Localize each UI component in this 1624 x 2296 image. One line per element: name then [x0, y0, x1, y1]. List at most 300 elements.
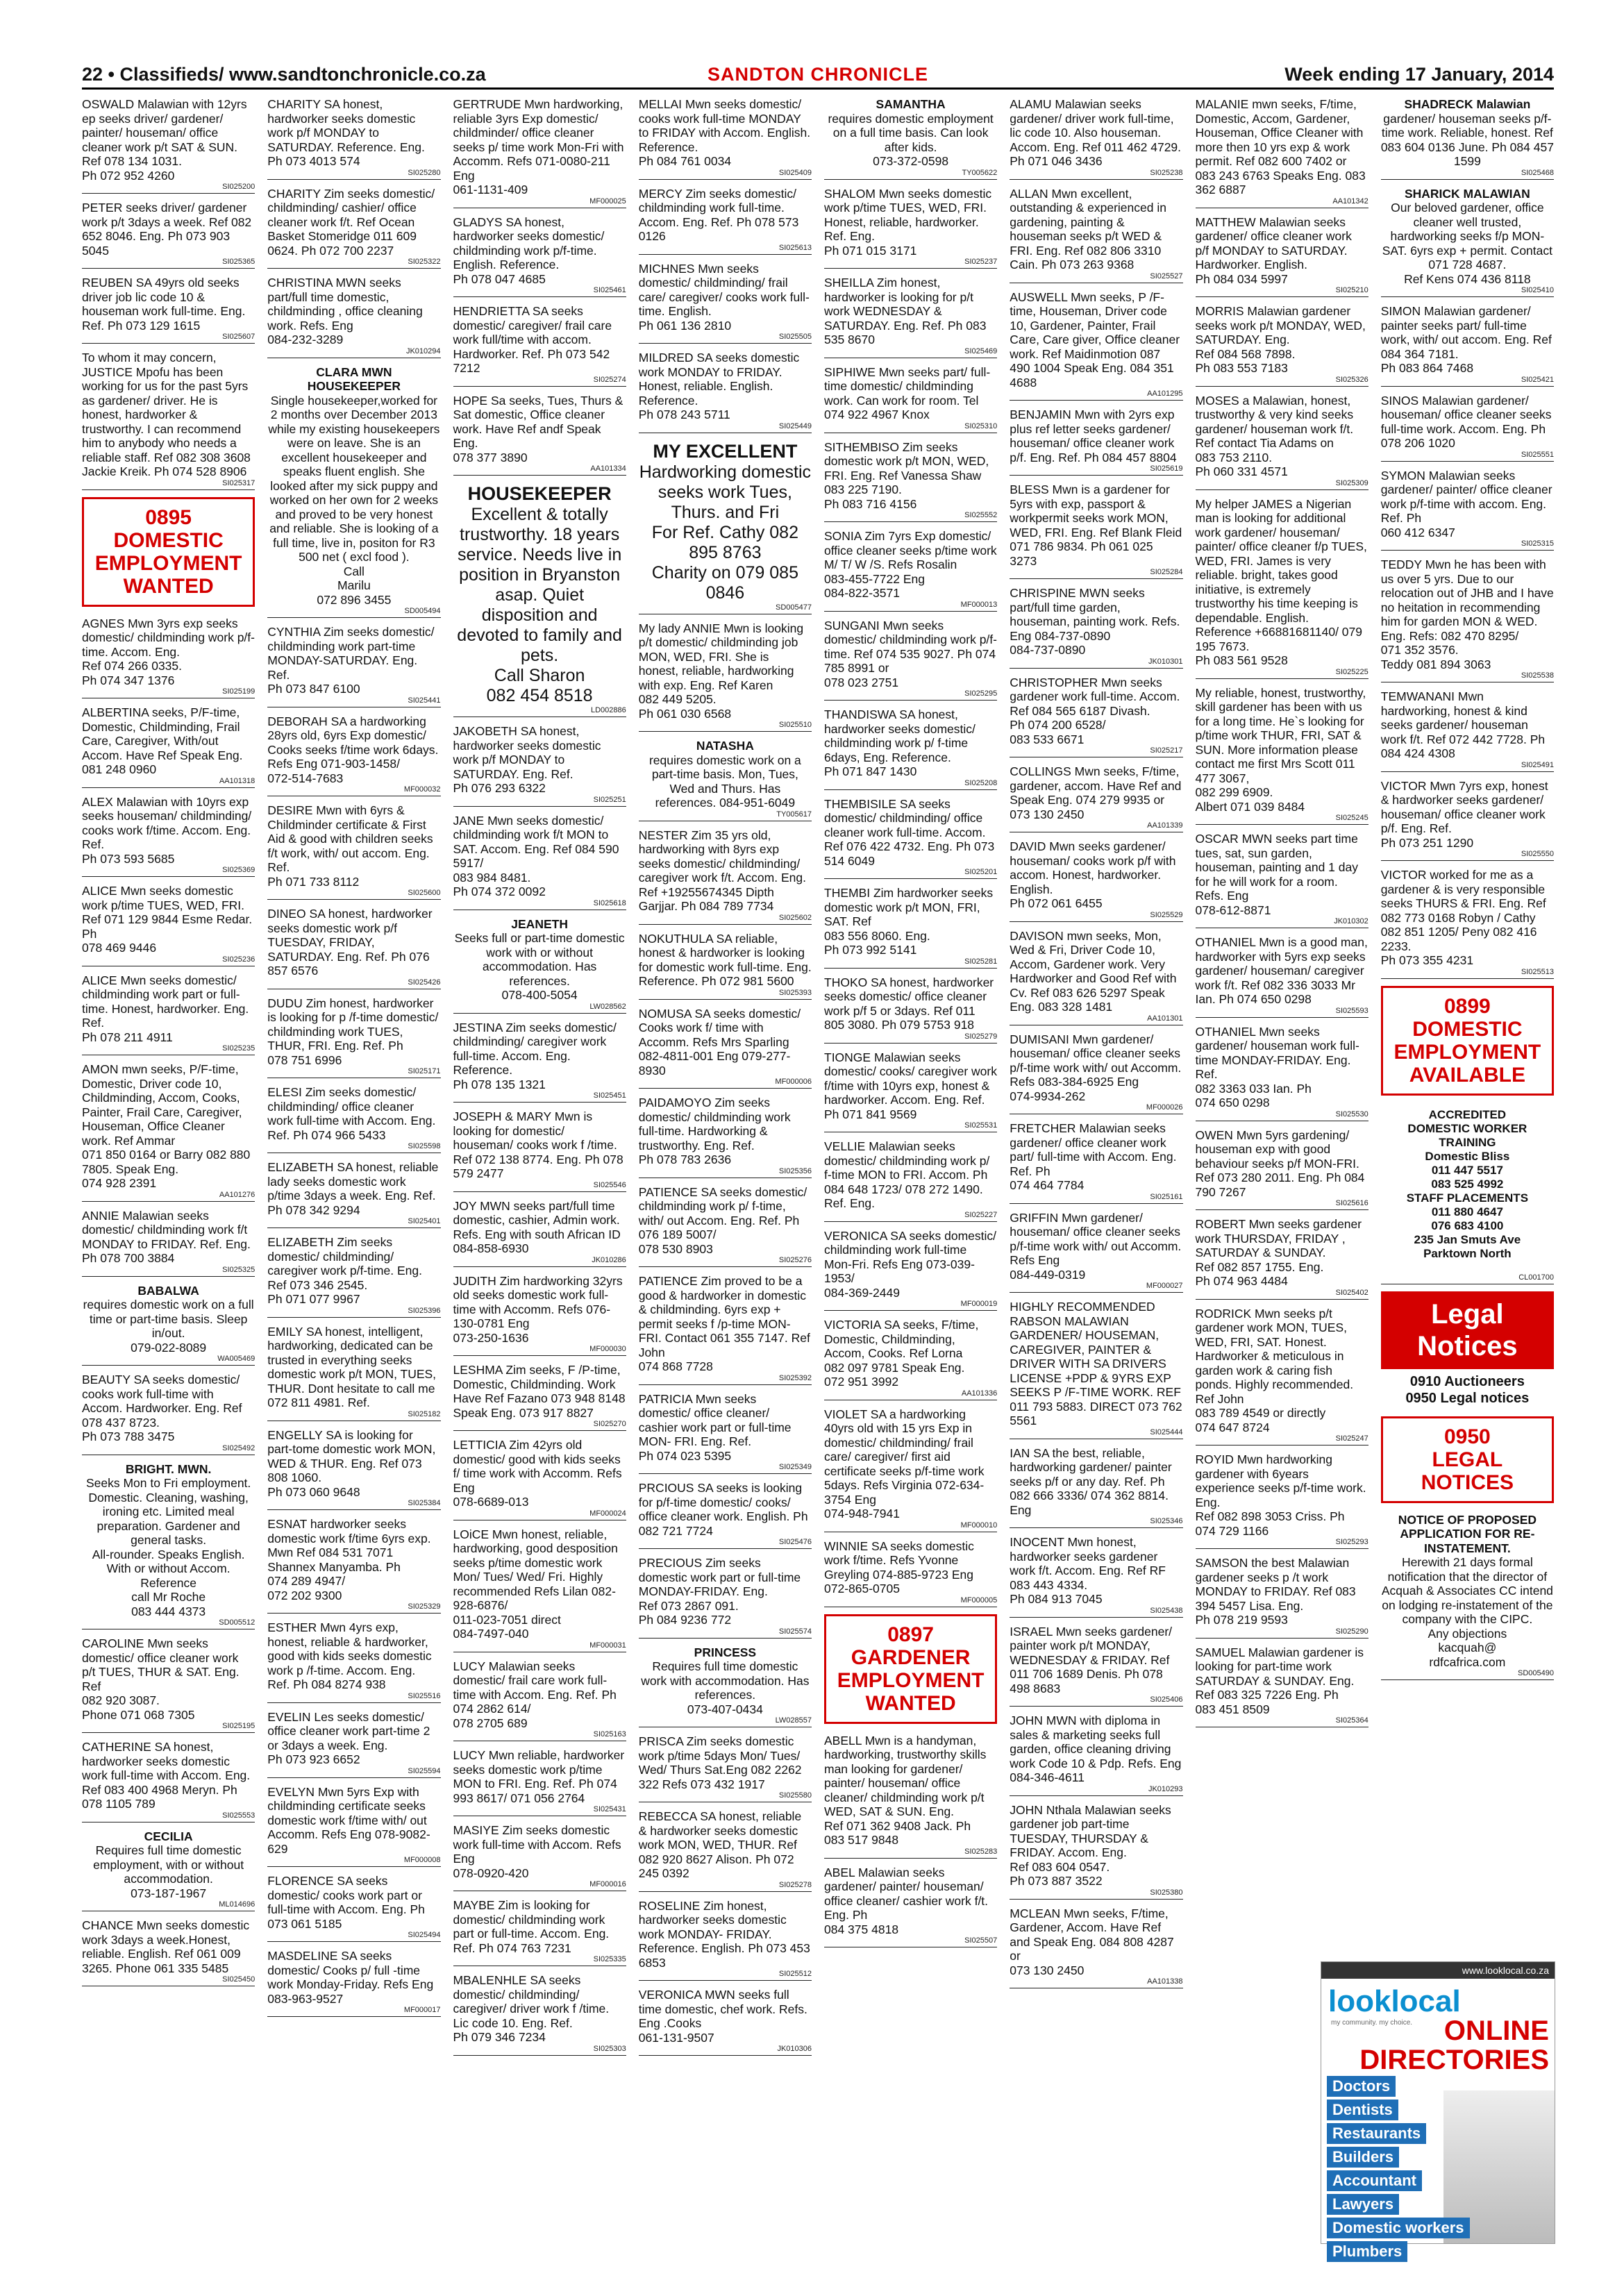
classified-ad: [639, 440, 812, 614]
ad-reference: MF000006: [775, 1078, 812, 1086]
ad-text: OTHANIEL Mwn seeks gardener/ houseman work full-time MONDAY-FRIDAY. Eng. Ref. 082 3363 033 Ian. Ph 074 650 0298: [1195, 1024, 1359, 1109]
ad-text: AUSWELL Mwn seeks, P /F-time, Houseman, Driver code 10, Gardener, Painter, Frail Care, Care giver, Office cleaner work. Ref Maidinmotion 087 490 1004 Speak Eng. 084 351 4688: [1010, 290, 1180, 389]
ad-reference: SI025468: [1521, 168, 1554, 177]
classified-ad: [82, 1636, 255, 1733]
ad-reference: SI025491: [1521, 760, 1554, 769]
issue-date: Week ending 17 January, 2014: [1284, 64, 1554, 85]
ad-reference: SI025227: [964, 1210, 998, 1219]
ad-reference: SI025356: [778, 1166, 812, 1175]
ad-text: MICHNES Mwn seeks domestic/ childminding/ frail care/ caregiver/ cooks work full-time. English. Ph 061 136 2810: [638, 261, 810, 333]
ad-reference: SI025469: [964, 346, 998, 355]
ad-text: MATTHEW Malawian seeks gardener/ office cleaner work p/f MONDAY to SATURDAY. Hardworker. English. Ph 084 034 5997: [1195, 215, 1352, 286]
ad-title: SAMANTHA: [876, 97, 946, 111]
classified-ad: [267, 1710, 440, 1778]
classified-ad: [453, 1659, 626, 1742]
ad-text: CHARITY Zim seeks domestic/ childminding/ cashier/ office cleaner work f/t. Ref Ocean Basket Stomeridge 011 609 0624. Ph 072 700 2237: [267, 186, 435, 258]
ad-reference: SI025516: [408, 1691, 441, 1700]
ad-reference: SI025444: [1150, 1427, 1183, 1436]
ad-reference: SI025303: [593, 2044, 626, 2053]
ad-text: MERCY Zim seeks domestic/ childminding work full-time. Accom. Eng. Ref. Ph 078 573 0126: [638, 186, 799, 243]
notice-category-list: 0910 Auctioneers 0950 Legal notices: [1405, 1373, 1530, 1406]
classified-ad: [1010, 1803, 1182, 1900]
ad-reference: SI025309: [1335, 478, 1368, 487]
classified-ad: [639, 97, 812, 180]
classified-ad: [453, 1274, 626, 1357]
ad-text: BLESS Mwn is a gardener for 5yrs with exp, passport & workpermit seeks work MON, WED, FRI. Eng. Ref Blank Fleid 071 786 9834. Ph 061 025 3273: [1010, 483, 1182, 568]
classified-ad: [1196, 1025, 1368, 1121]
ad-text: NOKUTHULA SA reliable, honest & hardworker is looking for domestic work full-time. Eng. Reference. Ph 072 981 5600: [638, 931, 812, 988]
ad-reference: SI025594: [408, 1766, 441, 1775]
classified-ad: [1010, 408, 1182, 476]
ad-text: RODRICK Mwn seeks p/t gardener work MON, TUES, WED, FRI, SAT. Honest. Hardworker & meticulous in garden work & caring fish ponds. Highly recommended. Ref John 083 789 4549 or directly 074 647 8724: [1195, 1306, 1354, 1434]
ad-text: REUBEN SA 49yrs old seeks driver job lic code 10 & houseman work full-time. Eng. Ref. Ph 073 129 1615: [82, 276, 246, 333]
classified-ad: [1010, 1446, 1182, 1529]
classified-ad: [267, 625, 440, 707]
ad-reference: LW028562: [589, 1002, 626, 1011]
classified-ad: [1381, 1513, 1554, 1681]
ad-text: SINOS Malawian gardener/ houseman/ office cleaner seeks full-time work. Accom. Eng. Ph 078 206 1020: [1380, 393, 1552, 450]
ad-text: SAMUEL Malawian gardener is looking for part-time work SATURDAY & SUNDAY. Eng. Ref 083 325 7226 Eng. Ph 083 451 8509: [1195, 1645, 1364, 1716]
ad-text: MASDELINE SA seeks domestic/ Cooks p/ full -time work Monday-Friday. Refs Eng 083-963-9527: [267, 1949, 434, 2006]
ad-reference: SI025322: [408, 258, 441, 266]
ad-reference: SI025396: [408, 1306, 441, 1315]
classified-ad: [639, 1899, 812, 1981]
ad-reference: SI025278: [778, 1880, 812, 1889]
ad-reference: SI025546: [593, 1180, 626, 1189]
ad-text: AGNES Mwn 3yrs exp seeks domestic/ childminding work p/f-time. Accom. Eng. Ref 074 266 0335. Ph 074 347 1376: [82, 616, 255, 687]
ad-text: SYMON Malawian seeks gardener/ painter/ office cleaner work p/f-time with accom. Eng. Ref. Ph 060 412 6347: [1380, 468, 1552, 539]
ad-text: COLLINGS Mwn seeks, F/time, gardener, accom. Have Ref and Speak Eng. 074 279 9935 or 073 130 2450: [1010, 764, 1182, 821]
section-heading: 0897 GARDENER EMPLOYMENT WANTED: [824, 1614, 997, 1724]
classified-ad: [82, 617, 255, 699]
ad-text: EVELYN Mwn 5yrs Exp with childminding certificate seeks domestic work f/time with/ out Accomm. Refs Eng 078-9082-629: [267, 1784, 430, 1856]
ad-reference: SI025217: [1150, 746, 1183, 755]
ad-reference: MF000016: [589, 1880, 626, 1888]
ad-title: SHARICK MALAWIAN: [1404, 186, 1530, 201]
classified-ad: [824, 187, 997, 269]
ad-text: SHALOM Mwn seeks domestic work p/time TUES, WED, FRI. Honest, reliable, hardworker. Ref. Eng. Ph 071 015 3171: [824, 186, 992, 258]
ad-text: SHEILLA Zim honest, hardworker is looking for p/t work WEDNESDAY & SATURDAY. Eng. Ref. Ph 083 535 8670: [824, 276, 987, 346]
classified-ad: [1196, 1128, 1368, 1211]
looklocal-headline: ONLINE DIRECTORIES: [1359, 2016, 1549, 2075]
ad-title: CLARA MWN HOUSEKEEPER: [307, 364, 401, 393]
classified-ad: [453, 1021, 626, 1103]
ad-text: DAVISON mwn seeks, Mon, Wed & Fri, Driver Code 10, Accom, Gardener work. Very Hardworker and Good Ref with Cv. Ref 083 626 5297 Speak Eng. 083 328 1481: [1010, 928, 1177, 1014]
ad-reference: SI025329: [408, 1602, 441, 1611]
ad-text: MAYBE Zim is looking for domestic/ childminding work part or full-time. Accom. Eng. Ref. Ph 074 763 7231: [453, 1898, 610, 1955]
ad-reference: SI025384: [408, 1499, 441, 1507]
classified-ad: [82, 1918, 255, 1986]
ad-title: BABALWA: [137, 1283, 199, 1298]
ad-text: HENDRIETTA SA seeks domestic/ caregiver/ frail care work full/time with accom. Hardworker. Ref. Ph 073 542 7212: [453, 304, 612, 375]
classified-ad: [453, 814, 626, 910]
ad-text: MOSES a Malawian, honest, trustworthy & very kind seeks gardener/ houseman work f/t. Ref contact Tia Adams on 083 753 2110. Ph 060 331 4571: [1195, 393, 1354, 478]
classified-ad: [1010, 1032, 1182, 1115]
classified-ad: [824, 529, 997, 612]
ad-reference: SI025349: [778, 1463, 812, 1471]
ad-text: OTHANIEL Mwn is a good man, hardworker with 5yrs exp seeks gardener/ houseman/ caregiver work f/t. Ref 082 336 3033 Mr Ian. Ph 074 650 0298: [1195, 935, 1368, 1006]
directory-category[interactable]: Domestic workers: [1327, 2218, 1470, 2238]
ad-title: BRIGHT. MWN.: [125, 1461, 212, 1476]
classified-ad: [82, 1062, 255, 1202]
ad-reference: JK010302: [1334, 917, 1368, 925]
classified-ad: [1381, 689, 1554, 772]
classified-ad: [824, 440, 997, 523]
ad-reference: SI025201: [964, 868, 998, 876]
ad-text: ROBERT Mwn seeks gardener work THURSDAY, FRIDAY , SATURDAY & SUNDAY. Ref 082 857 1755. Eng. Ph 074 963 4484: [1195, 1217, 1362, 1288]
ad-reference: LD002886: [590, 706, 626, 714]
classified-ad: [267, 187, 440, 269]
classified-ad: [453, 1973, 626, 2056]
classified-ad: [824, 365, 997, 433]
ad-reference: AA101342: [1332, 196, 1368, 206]
ad-text: DUMISANI Mwn gardener/ houseman/ office cleaner seeks p/f-time work with/ out Accomm. Refs 083-384-6925 Eng 074-9934-262: [1010, 1032, 1182, 1103]
ad-text: ELIZABETH Zim seeks domestic/ childminding/ caregiver work p/f-time. Eng. Ref 073 346 2545. Ph 071 077 9967: [267, 1235, 422, 1306]
ad-reference: SI025527: [1150, 271, 1183, 280]
classified-ad: [267, 1874, 440, 1942]
classified-ad: [1196, 304, 1368, 387]
ad-reference: SI025530: [1335, 1109, 1368, 1118]
ad-reference: SI025421: [1521, 375, 1554, 384]
page-section-label: 22 • Classifieds/ www.sandtonchronicle.co.za: [82, 64, 486, 85]
ad-text: ISRAEL Mwn seeks gardener/ painter work p/t MONDAY, WEDNESDAY & FRIDAY. Ref 011 706 1689 Denis. Ph 078 498 8683: [1010, 1624, 1173, 1695]
ad-reference: SI025510: [778, 721, 812, 729]
classified-ad: [1010, 97, 1182, 180]
classified-ad: [453, 394, 626, 476]
ad-reference: LW028557: [775, 1716, 812, 1725]
ad-reference: SI025607: [222, 333, 256, 341]
ad-text: Single housekeeper,worked for 2 months over December 2013 while my existing housekeepers were on leave. She is an excellent housekeeper and speaks fluent english. She looked after my sick puppy and worked on her own for 2 weeks and proved to be very honest and reliable. She is looking of a full time, live in, positon for R3 500 net ( excl food ). Call Marilu 072 896 3455: [268, 393, 440, 607]
classified-ad: [267, 1785, 440, 1868]
ad-reference: AA101334: [590, 464, 626, 473]
ad-title: HOUSEKEEPER: [467, 483, 612, 504]
ad-text: requires domestic work on a full time or part-time basis. Sleep in/out. 079-022-8089: [83, 1298, 254, 1355]
ad-reference: MF000030: [589, 1345, 626, 1353]
ad-text: SAMSON the best Malawian gardener seeks p /t work MONDAY to FRIDAY. Ref 083 394 5457 Lisa. Eng. Ph 078 219 9593: [1195, 1556, 1356, 1627]
classified-ad: [453, 1199, 626, 1267]
classified-ad: [82, 795, 255, 878]
advert-text: ACCREDITED DOMESTIC WORKER TRAINING Domestic Bliss 011 447 5517 083 525 4992 STAFF PLACEMENTS 011 880 4647 076 683 4100 235 Jan Smuts Ave Parktown North: [1406, 1107, 1529, 1260]
classified-ad: [1196, 935, 1368, 1018]
ad-text: SONIA Zim 7yrs Exp domestic/ office cleaner seeks p/time work M/ T/ W /S. Refs Rosalin 083-455-7722 Eng 084-822-3571: [824, 529, 997, 600]
ad-text: VICTORIA SA seeks, F/time, Domestic, Childminding, Accom, Cooks. Ref Lorna 082 097 9781 Speak Eng. 072 951 3992: [824, 1318, 979, 1389]
ad-reference: SI025235: [222, 1044, 256, 1053]
ad-text: LOiCE Mwn honest, reliable, hardworking, good desposition seeks p/time domestic work Mon/ Tues/ Wed/ Fri. Highly recommended Refs Lilan 082-928-6876/ 011-023-7051 direct 084-7497-040: [453, 1527, 618, 1641]
ad-reference: SI025245: [1335, 814, 1368, 822]
ad-text: MILDRED SA seeks domestic work MONDAY to FRIDAY. Honest, reliable. English. Reference. Ph 078 243 5711: [638, 351, 800, 421]
ad-title: NATASHA: [696, 739, 754, 753]
ad-reference: SI025280: [408, 168, 441, 177]
ad-text: ANNIE Malawian seeks domestic/ childminding work f/t MONDAY to FRIDAY. Ref. Eng. Ph 078 700 3884: [82, 1208, 251, 1265]
ad-text: MALANIE mwn seeks, F/time, Domestic, Accom, Gardener, Houseman, Office Cleaner with more then 10 yrs exp & work permit. Ref 082 600 7402 or 083 243 6763 Speaks Eng. 083 362 6887: [1195, 97, 1366, 196]
classified-ad: [82, 1373, 255, 1455]
ad-text: Requires full time domestic employment, with or without accommodation. 073-187-1967: [93, 1843, 244, 1900]
ad-text: To whom it may concern, JUSTICE Mpofu has been working for us for the past 5yrs as gardener/ driver. He is honest, hardworker & trustworthy. I can recommend him to anybody who needs a reliable staff. Ref 082 308 3608 Jackie Kreik. Ph 074 528 8906: [82, 351, 251, 478]
ad-text: MASIYE Zim seeks domestic work full-time with Accom. Refs Eng 078-0920-420: [453, 1823, 621, 1880]
ad-text: FLORENCE SA seeks domestic/ cooks work part or full-time with Accom. Eng. Ph 073 061 5185: [267, 1874, 425, 1931]
ad-reference: SI025449: [778, 421, 812, 430]
classified-ad: [1010, 764, 1182, 832]
classified-ad: [1381, 469, 1554, 551]
ad-text: JOHN Nthala Malawian seeks gardener job part-time TUESDAY, THURSDAY & FRIDAY. Accom. Eng. Ref 083 604 0547. Ph 073 887 3522: [1010, 1802, 1171, 1888]
ad-reference: MF000031: [589, 1641, 626, 1650]
ad-reference: SI025451: [593, 1091, 626, 1100]
ad-text: VELLIE Malawian seeks domestic/ childminding work p/ f-time MON to FRI. Accom. Ph 084 648 1723/ 078 272 1490. Ref. Eng.: [824, 1139, 990, 1210]
classified-ad: [267, 1517, 440, 1614]
ad-text: CHRISTINA MWN seeks part/full time domestic, childminding , office cleaning work. Refs. Eng 084-232-3289: [267, 276, 423, 346]
ad-reference: MF000024: [589, 1509, 626, 1518]
ad-reference: SI025450: [222, 1975, 256, 1984]
directory-category[interactable]: Accountant: [1327, 2170, 1422, 2191]
classified-ad: [824, 97, 997, 180]
ad-text: requires domestic work on a part-time basis. Mon, Tues, Wed and Thurs. Has references. 084-951-6049: [648, 753, 801, 810]
directory-category[interactable]: Dentists: [1327, 2100, 1398, 2120]
classified-ad: [824, 1050, 997, 1133]
ad-reference: SI025553: [222, 1811, 256, 1820]
looklocal-category-list: [1321, 2073, 1555, 2262]
classified-ad: [453, 304, 626, 387]
ad-reference: SI025574: [778, 1627, 812, 1636]
ad-text: NESTER Zim 35 yrs old, hardworking with 8yrs exp seeks domestic/ childminding/ caregiver work f/t. Accom. Eng. Ref +19255674345 Dipth Garjjar. Ph 084 789 7734: [638, 828, 806, 913]
ad-text: CHRISPINE MWN seeks part/full time garden, houseman, painting work. Refs. Eng 084-737-0890 084-737-0890: [1010, 586, 1180, 657]
ad-reference: SI025182: [408, 1409, 441, 1418]
ad-reference: SI025251: [593, 795, 626, 804]
classified-ad: [82, 351, 255, 490]
ad-text: ALLAN Mwn excellent, outstanding & experienced in gardening, painting & houseman seeks p/t WED & FRI. Eng. Ref 082 806 3310 Cain. Ph 073 263 9368: [1010, 186, 1166, 271]
looklocal-logo: looklocal: [1328, 1984, 1461, 2018]
classified-ad: [1196, 1452, 1368, 1549]
ad-text: Requires full time domestic work with accommodation. Has references. 073-407-0434: [641, 1659, 810, 1716]
ad-reference: SI025270: [593, 1420, 626, 1428]
ad-reference: AA101276: [219, 1190, 256, 1199]
classified-column: [1381, 97, 1554, 2277]
ad-text: THEMBISILE SA seeks domestic/ childminding/ office cleaner work full-time. Accom. Ref 076 422 4732. Eng. Ph 073 514 6049: [824, 796, 995, 868]
classified-ad: [1196, 215, 1368, 298]
ad-reference: SD005477: [776, 603, 812, 612]
classified-ad: [1196, 1556, 1368, 1639]
classified-ad: [824, 1539, 997, 1607]
ad-reference: SI025393: [778, 988, 812, 997]
looklocal-advert[interactable]: [1321, 1961, 1555, 2260]
ad-reference: SI025618: [593, 898, 626, 907]
directory-category[interactable]: Plumbers: [1327, 2241, 1407, 2262]
classified-ad: [1010, 1535, 1182, 1618]
ad-reference: SI025326: [1335, 375, 1368, 384]
classified-ad: [453, 97, 626, 208]
ad-text: OWEN Mwn 5yrs gardening/ houseman exp with good behaviour seeks p/f MON-FRI. Ref 073 280 2011. Eng. Ph 084 790 7267: [1195, 1128, 1365, 1199]
classified-ad: [267, 996, 440, 1079]
ad-text: FRETCHER Malawian seeks gardener/ office cleaner work part/ full-time with Accom. Eng. Ref. Ph 074 464 7784: [1010, 1121, 1177, 1192]
ad-text: JUDITH Zim hardworking 32yrs old seeks domestic work full-time with Accomm. Refs 076-130-0781 Eng 073-250-1636: [453, 1273, 623, 1345]
classified-ad: [453, 917, 626, 1014]
ad-reference: MF000025: [589, 196, 626, 206]
ad-reference: SI025602: [778, 913, 812, 922]
classified-ad: [1196, 686, 1368, 826]
ad-text: MBALENHLE SA seeks domestic/ childminding/ caregiver/ driver work f /time. Lic code 10. Eng. Ref. Ph 079 346 7234: [453, 1973, 610, 2044]
classified-ad: [453, 1898, 626, 1966]
ad-reference: MF000019: [960, 1300, 998, 1308]
ad-reference: SI025538: [1521, 671, 1554, 680]
ad-text: EVELIN Les seeks domestic/ office cleaner work part-time 2 or 3days a week. Eng. Ph 073 923 6652: [267, 1709, 430, 1766]
ad-reference: AA101338: [1147, 1977, 1183, 1986]
legal-notices-banner: Legal Notices: [1381, 1291, 1554, 1369]
ad-text: Herewith 21 days formal notification that the director of Acquah & Associates CC intend on lodging re-instatement of the company with the CIPC. Any objections kacquah@ rdfcafrica.com: [1381, 1555, 1553, 1669]
ad-reference: MF000008: [403, 1856, 441, 1864]
classified-ad: [639, 1481, 812, 1549]
ad-text: VIOLET SA a hardworking 40yrs old with 15 yrs Exp in domestic/ childminding/ frail care/ caregiver/ first aid certificate seeks p/f-time work 5days. Refs Virginia 072-634-3754 Eng 074-948-7941: [824, 1407, 985, 1520]
ad-reference: SD005494: [404, 607, 441, 615]
ad-text: LUCY Mwn reliable, hardworker seeks domestic work p/time MON to FRI. Eng. Ref. Ph 074 993 8617/ 071 056 2764: [453, 1748, 625, 1805]
ad-reference: SI025200: [222, 183, 256, 191]
ad-text: BENJAMIN Mwn with 2yrs exp plus ref letter seeks gardener/ houseman/ office cleaner work p/f. Eng. Ref. Ph 084 457 8804: [1010, 408, 1177, 464]
ad-text: TIONGE Malawian seeks domestic/ cooks/ caregiver work f/time with 10yrs exp, honest & hardworker. Accom. Eng. Ref. Ph 071 841 9569: [824, 1050, 997, 1121]
ad-text: CATHERINE SA honest, hardworker seeks domestic work full-time with Accom. Eng. Ref 083 400 4968 Meryn. Ph 078 1105 789: [82, 1740, 251, 1811]
classified-ad: [639, 621, 812, 732]
ad-reference: SI025279: [964, 1032, 998, 1041]
ad-reference: SI025402: [1335, 1288, 1368, 1297]
ad-reference: MF000010: [960, 1520, 998, 1530]
classified-ad: [1196, 497, 1368, 679]
ad-text: Seeks Mon to Fri employment. Domestic. Cleaning, washing, ironing etc. Limited meal preparation. Gardener and general tasks. All-rounder. Speaks English. With or without Accom. Reference call Mr Roche 083 444 4373: [85, 1476, 251, 1618]
ad-reference: SI025237: [964, 258, 998, 266]
ad-reference: AA101295: [1147, 389, 1183, 398]
classified-ad: [639, 351, 812, 433]
ad-text: TEMWANANI Mwn hardworking, honest & kind seeks gardener/ houseman work f/t. Ref 072 442 7728. Ph 084 424 4308: [1380, 689, 1546, 760]
ad-text: PATRICIA Mwn seeks domestic/ office cleaner/ cashier work part or full-time MON- FRI. Eng. Ref. Ph 074 023 5395: [638, 1391, 792, 1463]
masthead: [82, 64, 1554, 90]
ad-text: SIMON Malawian gardener/ painter seeks part/ full-time work, with/ out accom. Eng. Ref 084 364 7181. Ph 083 864 7468: [1380, 304, 1552, 375]
ad-text: GERTRUDE Mwn hardworking, reliable 3yrs Exp domestic/ childminder/ office cleaner seeks p/ time work Mon-Fri with Accomm. Refs 071-0080-211 Eng 061-1131-409: [453, 97, 624, 196]
ad-text: GRIFFIN Mwn gardener/ houseman/ office cleaner seeks p/f-time work with/ out Accomm. Refs Eng 084-449-0319: [1010, 1210, 1182, 1282]
ad-reference: SI025551: [1521, 450, 1554, 459]
classified-ad: [824, 1318, 997, 1400]
ad-reference: SD005512: [219, 1618, 256, 1627]
directory-category[interactable]: Lawyers: [1327, 2194, 1399, 2215]
classified-ad: [1381, 187, 1554, 298]
ad-reference: JK010286: [592, 1255, 626, 1264]
ad-reference: SI025550: [1521, 850, 1554, 858]
classified-ad: [1010, 1211, 1182, 1293]
classified-ad: [639, 1645, 812, 1728]
directory-category[interactable]: Restaurants: [1327, 2123, 1426, 2144]
section-heading: 0895 DOMESTIC EMPLOYMENT WANTED: [82, 497, 255, 607]
ad-reference: SD005490: [1518, 1669, 1554, 1677]
ad-reference: CL001700: [1518, 1273, 1554, 1282]
ad-text: gardener/ houseman seeks p/f-time work. Reliable, honest. Ref 083 604 0136 June. Ph 084 457 1599: [1380, 111, 1554, 168]
classified-column: [267, 97, 440, 2277]
ad-text: PRCIOUS SA seeks is looking for p/f-time domestic/ cooks/ office cleaner work. English. Ph 082 721 7724: [638, 1481, 808, 1538]
ad-text: My helper JAMES a Nigerian man is looking for additional work gardener/ houseman/ painter/ office cleaner f/p TUES, WED, FRI. James is very reliable. bright, takes good initiative, is extremely trustworthy his time keeping is dependable. English. Reference +66881681140/ 079 195 7673. Ph 083 561 9528: [1195, 496, 1367, 667]
classified-ad: [1196, 97, 1368, 208]
ad-text: IAN SA the best, reliable, hardworking gardener/ painter seeks p/f or any day. Ref. Ph 082 666 3336/ 074 362 8814. Eng: [1010, 1446, 1172, 1517]
classified-ad: [639, 1096, 812, 1178]
ad-text: CAROLINE Mwn seeks domestic/ office cleaner work p/t TUES, THUR & SAT. Eng. Ref 082 920 3087. Phone 071 068 7305: [82, 1636, 240, 1722]
ad-reference: SI025335: [593, 1955, 626, 1963]
ad-text: requires domestic employment on a full time basis. Can look after kids. 073-372-0598: [828, 111, 994, 168]
ad-text: MORRIS Malawian gardener seeks work p/t MONDAY, WED, SATURDAY. Eng. Ref 084 568 7898. Ph 083 553 7183: [1195, 304, 1366, 375]
ad-text: OSWALD Malawian with 12yrs ep seeks driver/ gardener/ painter/ houseman/ office cleaner work p/t SAT & SUN. Ref 078 134 1031. Ph 072 952 4260: [82, 97, 247, 183]
classified-ad: [824, 619, 997, 701]
classified-ad: [453, 215, 626, 298]
classified-ad: [639, 1185, 812, 1268]
ad-reference: SI025401: [408, 1217, 441, 1225]
classifieds-columns: [82, 97, 1554, 2277]
ad-reference: SI025441: [408, 696, 441, 705]
ad-text: ALEX Malawian with 10yrs exp seeks houseman/ childminding/ cooks work f/time. Accom. Eng. Ref. Ph 073 593 5685: [82, 794, 252, 866]
ad-text: ALBERTINA seeks, P/F-time, Domestic, Childminding, Frail Care, Caregiver, With/out Accom. Have Ref Speak Eng. 081 248 0960: [82, 705, 243, 776]
ad-reference: SI025505: [778, 333, 812, 341]
ad-text: ELIZABETH SA honest, reliable lady seeks domestic work p/time 3days a week. Eng. Ref. Ph 078 342 9294: [267, 1160, 439, 1217]
ad-reference: ML014696: [219, 1900, 256, 1909]
ad-reference: MF000017: [403, 2006, 441, 2014]
classified-ad: [639, 1988, 812, 2056]
classified-ad: [1010, 1625, 1182, 1707]
ad-reference: SI025310: [964, 421, 998, 430]
ad-text: JANE Mwn seeks domestic/ childminding work f/t MON to SAT. Accom. Eng. Ref 084 590 5917/ 083 984 8481. Ph 074 372 0092: [453, 813, 619, 898]
classified-ad: [267, 276, 440, 358]
ad-reference: SI025364: [1335, 1716, 1368, 1725]
classified-ad: [82, 1284, 255, 1366]
ad-reference: SI025598: [408, 1142, 441, 1150]
ad-reference: SI025346: [1150, 1517, 1183, 1525]
ad-reference: SI025325: [222, 1265, 256, 1274]
ad-text: CYNTHIA Zim seeks domestic/ childminding work part-time MONDAY-SATURDAY. Eng. Ref. Ph 073 847 6100: [267, 625, 435, 696]
ad-text: MELLAI Mwn seeks domestic/ cooks work full-time MONDAY to FRIDAY with Accom. English. Reference. Ph 084 761 0034: [638, 97, 811, 168]
classified-ad: [824, 886, 997, 969]
ad-reference: SI025507: [964, 1936, 998, 1945]
ad-text: Hardworking domestic seeks work Tues, Thurs. and Fri For Ref. Cathy 082 895 8763 Charity on 079 085 0846: [639, 462, 812, 603]
classified-ad: [82, 276, 255, 344]
ad-reference: SI025199: [222, 687, 256, 696]
ad-text: JESTINA Zim seeks domestic/ childminding/ caregiver work full-time. Accom. Eng. Reference. Ph 078 135 1321: [453, 1020, 617, 1091]
ad-text: EMILY SA honest, intelligent, hardworking, dedicated can be trusted in everything seeks domestic work p/t MON, TUES, THUR. Dont hesitate to call me 072 811 4981. Ref.: [267, 1324, 437, 1409]
ad-reference: SI025284: [1150, 568, 1183, 576]
ad-text: PAIDAMOYO Zim seeks domestic/ childminding work full-time. Hardworking & trustworthy. Eng. Ref. Ph 078 783 2636: [638, 1096, 791, 1166]
ad-reference: JK010293: [1148, 1784, 1183, 1793]
ad-text: Seeks full or part-time domestic work with or without accommodation. Has references. 078-400-5054: [454, 931, 625, 1002]
classified-ad: [82, 705, 255, 788]
ad-text: Excellent & totally trustworthy. 18 years service. Needs live in position in Bryanston asap. Quiet disposition and devoted to family and pets. Call Sharon 082 454 8518: [457, 505, 622, 705]
classified-ad: [267, 1620, 440, 1703]
ad-text: WINNIE SA seeks domestic work f/time. Refs Yvonne Greyling 074-885-9723 Eng 072-865-0705: [824, 1539, 974, 1595]
ad-reference: SI025225: [1335, 667, 1368, 676]
ad-reference: SI025163: [593, 1730, 626, 1738]
ad-text: DESIRE Mwn with 6yrs & Childminder certificate & First Aid & good with children seeks f/t work, with/ out accom. Eng. Ref. Ph 071 733 8112: [267, 803, 433, 889]
directory-category[interactable]: Doctors: [1327, 2076, 1396, 2097]
ad-reference: SI025616: [1335, 1199, 1368, 1207]
newspaper-name: SANDTON CHRONICLE: [707, 64, 928, 85]
ad-text: CHRISTOPHER Mwn seeks gardener work full-time. Accom. Ref 084 565 6187 Divash. Ph 074 200 6528/ 083 533 6671: [1010, 675, 1180, 746]
ad-text: NOMUSA SA seeks domestic/ Cooks work f/ time with Accomm. Refs Mrs Sparling 082-4811-001 Eng 079-277-8930: [638, 1006, 801, 1078]
ad-text: PETER seeks driver/ gardener work p/t 3days a week. Ref 082 652 8046. Eng. Ph 073 903 5045: [82, 201, 252, 258]
classified-ad: [1010, 290, 1182, 401]
classified-ad: [824, 975, 997, 1044]
ad-text: JOSEPH & MARY Mwn is looking for domestic/ houseman/ cooks work f /time. Ref 072 138 8774. Eng. Ph 078 579 2477: [453, 1109, 623, 1180]
classified-ad: [824, 1734, 997, 1859]
directory-category[interactable]: Builders: [1327, 2147, 1399, 2168]
ad-reference: SI025276: [778, 1256, 812, 1264]
ad-reference: SI025274: [593, 375, 626, 384]
ad-reference: SI025426: [408, 978, 441, 987]
ad-reference: AA101336: [961, 1389, 998, 1398]
ad-text: ESTHER Mwn 4yrs exp, honest, reliable & hardworker, good with kids seeks domestic work p /f-time. Accom. Eng. Ref. Ph 084 8274 938: [267, 1620, 432, 1691]
ad-text: VICTOR Mwn 7yrs exp, honest & hardworker seeks gardener/ houseman/ office cleaner work p/f. Eng. Ref. Ph 073 251 1290: [1380, 778, 1548, 850]
classified-ad: [1381, 97, 1554, 180]
classified-ad: [267, 803, 440, 900]
ad-title: SHADRECK Malawian: [1404, 97, 1531, 111]
classified-column: [639, 97, 812, 2277]
classified-ad: [267, 714, 440, 797]
